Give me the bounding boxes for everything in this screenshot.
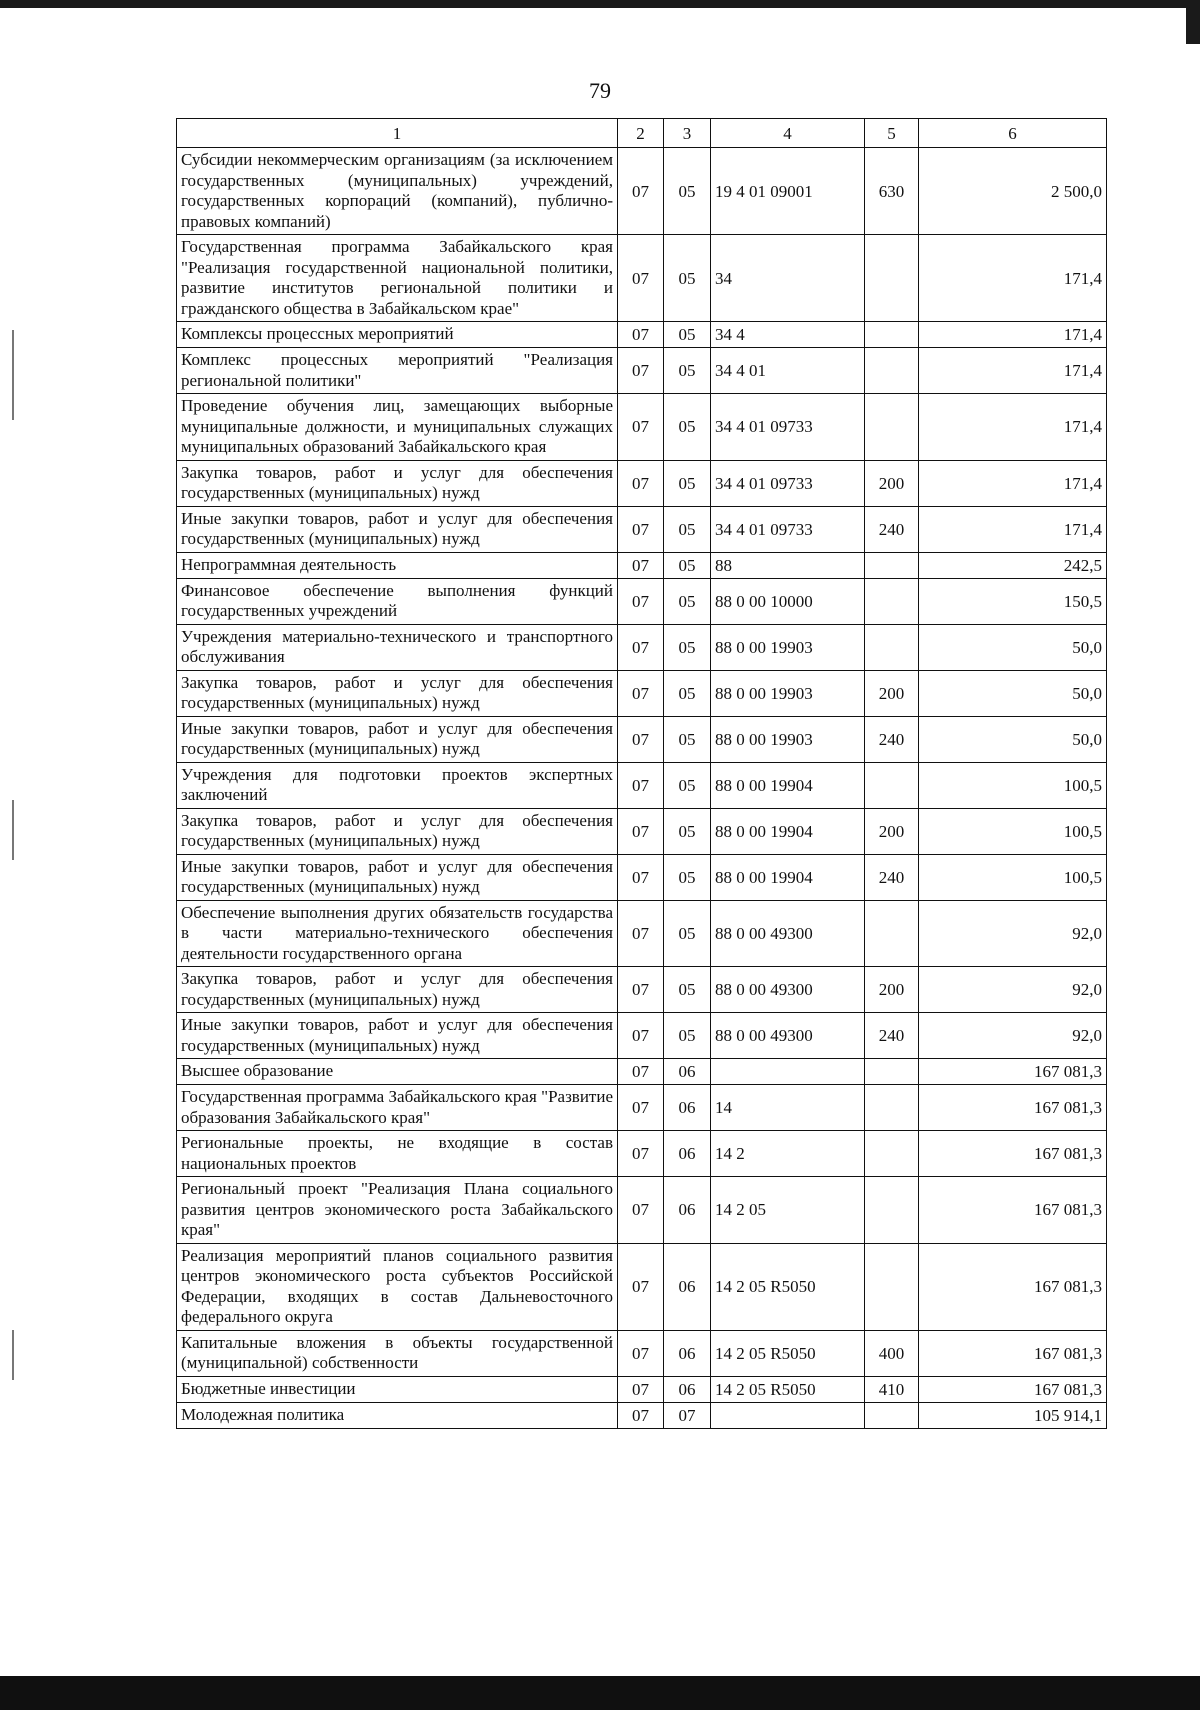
target-article-cell: 34 4 01 [711,348,865,394]
row-name-cell: Бюджетные инвестиции [177,1376,618,1402]
expense-type-cell: 200 [865,808,919,854]
expense-type-cell [865,624,919,670]
amount-cell: 167 081,3 [919,1177,1107,1244]
expense-type-cell [865,1402,919,1428]
target-article-cell: 14 2 05 [711,1177,865,1244]
section-cell: 07 [618,900,664,967]
table-row [177,670,1107,716]
section-cell: 07 [618,348,664,394]
section-cell: 07 [618,967,664,1013]
target-article-cell: 88 0 00 49300 [711,967,865,1013]
amount-cell: 92,0 [919,1013,1107,1059]
table-row [177,900,1107,967]
row-name-cell: Обеспечение выполнения других обязательств государства в части материально-технического обеспечения деятельности государственного органа [177,900,618,967]
section-cell: 07 [618,1131,664,1177]
table-row [177,1177,1107,1244]
row-name-cell: Иные закупки товаров, работ и услуг для обеспечения государственных (муниципальных) нужд [177,716,618,762]
amount-cell: 167 081,3 [919,1059,1107,1085]
subsection-cell: 06 [664,1059,711,1085]
table-row [177,808,1107,854]
header-cell-1: 1 [177,119,618,148]
amount-cell: 167 081,3 [919,1330,1107,1376]
table-row [177,762,1107,808]
target-article-cell [711,1059,865,1085]
table-row [177,1013,1107,1059]
table-row [177,624,1107,670]
target-article-cell: 88 0 00 19903 [711,624,865,670]
row-name-cell: Молодежная политика [177,1402,618,1428]
subsection-cell: 05 [664,348,711,394]
target-article-cell: 14 2 [711,1131,865,1177]
target-article-cell: 34 4 01 09733 [711,460,865,506]
row-name-cell: Капитальные вложения в объекты государственной (муниципальной) собственности [177,1330,618,1376]
amount-cell: 105 914,1 [919,1402,1107,1428]
scan-mark [12,330,14,420]
table-row [177,552,1107,578]
subsection-cell: 06 [664,1376,711,1402]
table-header-row [177,119,1107,148]
subsection-cell: 05 [664,235,711,322]
table-row [177,1059,1107,1085]
expense-type-cell: 630 [865,148,919,235]
row-name-cell: Закупка товаров, работ и услуг для обеспечения государственных (муниципальных) нужд [177,808,618,854]
table-row [177,1402,1107,1428]
amount-cell: 92,0 [919,900,1107,967]
section-cell: 07 [618,460,664,506]
section-cell: 07 [618,552,664,578]
subsection-cell: 05 [664,967,711,1013]
section-cell: 07 [618,394,664,461]
section-cell: 07 [618,716,664,762]
scan-border-top [0,0,1200,8]
row-name-cell: Субсидии некоммерческим организациям (за исключением государственных (муниципальных) учреждений, государственных корпораций (компаний), публично-правовых компаний) [177,148,618,235]
table-row [177,506,1107,552]
subsection-cell: 05 [664,322,711,348]
expense-type-cell [865,900,919,967]
expense-type-cell [865,1177,919,1244]
target-article-cell: 88 0 00 49300 [711,1013,865,1059]
target-article-cell: 34 4 [711,322,865,348]
header-cell-3: 3 [664,119,711,148]
subsection-cell: 06 [664,1177,711,1244]
amount-cell: 171,4 [919,394,1107,461]
table-row [177,1330,1107,1376]
subsection-cell: 06 [664,1085,711,1131]
table-row [177,967,1107,1013]
amount-cell: 100,5 [919,808,1107,854]
subsection-cell: 05 [664,762,711,808]
subsection-cell: 05 [664,670,711,716]
target-article-cell: 88 0 00 19904 [711,762,865,808]
subsection-cell: 05 [664,716,711,762]
table-row [177,348,1107,394]
subsection-cell: 05 [664,808,711,854]
expense-type-cell: 240 [865,506,919,552]
expense-type-cell [865,394,919,461]
target-article-cell: 88 0 00 19904 [711,854,865,900]
header-cell-6: 6 [919,119,1107,148]
table-row [177,322,1107,348]
header-cell-2: 2 [618,119,664,148]
amount-cell: 171,4 [919,348,1107,394]
scan-border-bottom [0,1676,1200,1710]
expense-type-cell [865,235,919,322]
section-cell: 07 [618,235,664,322]
page-number: 79 [589,78,611,103]
section-cell: 07 [618,808,664,854]
table-row [177,148,1107,235]
expense-type-cell [865,1131,919,1177]
target-article-cell: 88 0 00 19903 [711,716,865,762]
amount-cell: 167 081,3 [919,1376,1107,1402]
subsection-cell: 06 [664,1330,711,1376]
subsection-cell: 05 [664,578,711,624]
section-cell: 07 [618,1243,664,1330]
subsection-cell: 05 [664,506,711,552]
amount-cell: 50,0 [919,716,1107,762]
target-article-cell [711,1402,865,1428]
expense-type-cell: 410 [865,1376,919,1402]
expense-type-cell: 400 [865,1330,919,1376]
table-row [177,394,1107,461]
section-cell: 07 [618,1177,664,1244]
subsection-cell: 06 [664,1131,711,1177]
target-article-cell: 34 4 01 09733 [711,506,865,552]
amount-cell: 167 081,3 [919,1085,1107,1131]
subsection-cell: 05 [664,854,711,900]
target-article-cell: 88 0 00 49300 [711,900,865,967]
section-cell: 07 [618,322,664,348]
expense-type-cell: 200 [865,670,919,716]
amount-cell: 167 081,3 [919,1243,1107,1330]
amount-cell: 171,4 [919,506,1107,552]
expense-type-cell [865,1243,919,1330]
target-article-cell: 88 0 00 10000 [711,578,865,624]
table-row [177,1243,1107,1330]
target-article-cell: 19 4 01 09001 [711,148,865,235]
expense-type-cell: 240 [865,854,919,900]
row-name-cell: Региональный проект "Реализация Плана социального развития центров экономического роста Забайкальского края" [177,1177,618,1244]
row-name-cell: Непрограммная деятельность [177,552,618,578]
table-row [177,716,1107,762]
target-article-cell: 14 [711,1085,865,1131]
row-name-cell: Региональные проекты, не входящие в состав национальных проектов [177,1131,618,1177]
expense-type-cell [865,1059,919,1085]
row-name-cell: Иные закупки товаров, работ и услуг для обеспечения государственных (муниципальных) нужд [177,854,618,900]
amount-cell: 2 500,0 [919,148,1107,235]
section-cell: 07 [618,148,664,235]
header-cell-5: 5 [865,119,919,148]
subsection-cell: 05 [664,460,711,506]
expense-type-cell: 200 [865,460,919,506]
subsection-cell: 05 [664,1013,711,1059]
target-article-cell: 34 4 01 09733 [711,394,865,461]
row-name-cell: Государственная программа Забайкальского края "Развитие образования Забайкальского края" [177,1085,618,1131]
row-name-cell: Комплекс процессных мероприятий "Реализация региональной политики" [177,348,618,394]
subsection-cell: 06 [664,1243,711,1330]
table-row [177,1085,1107,1131]
row-name-cell: Иные закупки товаров, работ и услуг для обеспечения государственных (муниципальных) нужд [177,506,618,552]
target-article-cell: 88 0 00 19904 [711,808,865,854]
target-article-cell: 88 0 00 19903 [711,670,865,716]
table-row [177,235,1107,322]
row-name-cell: Проведение обучения лиц, замещающих выборные муниципальные должности, и муниципальных служащих муниципальных образований Забайкальского края [177,394,618,461]
expense-type-cell [865,1085,919,1131]
row-name-cell: Закупка товаров, работ и услуг для обеспечения государственных (муниципальных) нужд [177,670,618,716]
target-article-cell: 88 [711,552,865,578]
target-article-cell: 14 2 05 R5050 [711,1243,865,1330]
table-row [177,578,1107,624]
amount-cell: 50,0 [919,670,1107,716]
row-name-cell: Учреждения для подготовки проектов экспертных заключений [177,762,618,808]
amount-cell: 171,4 [919,235,1107,322]
expense-type-cell [865,552,919,578]
header-cell-4: 4 [711,119,865,148]
table-body [177,119,1107,1429]
subsection-cell: 05 [664,148,711,235]
expense-type-cell [865,578,919,624]
target-article-cell: 14 2 05 R5050 [711,1330,865,1376]
row-name-cell: Государственная программа Забайкальского края "Реализация государственной национальной политики, развитие институтов региональной политики и гражданского общества в Забайкальском крае" [177,235,618,322]
scan-mark [12,1330,14,1380]
row-name-cell: Закупка товаров, работ и услуг для обеспечения государственных (муниципальных) нужд [177,967,618,1013]
scan-border-corner [1186,0,1200,44]
subsection-cell: 05 [664,552,711,578]
subsection-cell: 05 [664,624,711,670]
section-cell: 07 [618,1402,664,1428]
table-row [177,1376,1107,1402]
row-name-cell: Реализация мероприятий планов социального развития центров экономического роста субъектов Российской Федерации, входящих в состав Дальневосточного федерального округа [177,1243,618,1330]
section-cell: 07 [618,670,664,716]
section-cell: 07 [618,1085,664,1131]
section-cell: 07 [618,1376,664,1402]
scan-mark [12,800,14,860]
table-row [177,460,1107,506]
target-article-cell: 34 [711,235,865,322]
row-name-cell: Учреждения материально-технического и транспортного обслуживания [177,624,618,670]
amount-cell: 92,0 [919,967,1107,1013]
amount-cell: 171,4 [919,322,1107,348]
row-name-cell: Высшее образование [177,1059,618,1085]
expense-type-cell: 240 [865,1013,919,1059]
section-cell: 07 [618,1059,664,1085]
row-name-cell: Иные закупки товаров, работ и услуг для обеспечения государственных (муниципальных) нужд [177,1013,618,1059]
amount-cell: 100,5 [919,762,1107,808]
expense-type-cell [865,348,919,394]
amount-cell: 171,4 [919,460,1107,506]
section-cell: 07 [618,506,664,552]
row-name-cell: Закупка товаров, работ и услуг для обеспечения государственных (муниципальных) нужд [177,460,618,506]
amount-cell: 167 081,3 [919,1131,1107,1177]
amount-cell: 242,5 [919,552,1107,578]
row-name-cell: Финансовое обеспечение выполнения функций государственных учреждений [177,578,618,624]
section-cell: 07 [618,1013,664,1059]
expense-type-cell: 200 [865,967,919,1013]
budget-table [176,118,1107,1429]
table-row [177,854,1107,900]
amount-cell: 100,5 [919,854,1107,900]
section-cell: 07 [618,578,664,624]
amount-cell: 50,0 [919,624,1107,670]
expense-type-cell: 240 [865,716,919,762]
amount-cell: 150,5 [919,578,1107,624]
section-cell: 07 [618,624,664,670]
target-article-cell: 14 2 05 R5050 [711,1376,865,1402]
row-name-cell: Комплексы процессных мероприятий [177,322,618,348]
section-cell: 07 [618,854,664,900]
subsection-cell: 05 [664,900,711,967]
expense-type-cell [865,322,919,348]
subsection-cell: 07 [664,1402,711,1428]
subsection-cell: 05 [664,394,711,461]
expense-type-cell [865,762,919,808]
table-row [177,1131,1107,1177]
section-cell: 07 [618,762,664,808]
section-cell: 07 [618,1330,664,1376]
